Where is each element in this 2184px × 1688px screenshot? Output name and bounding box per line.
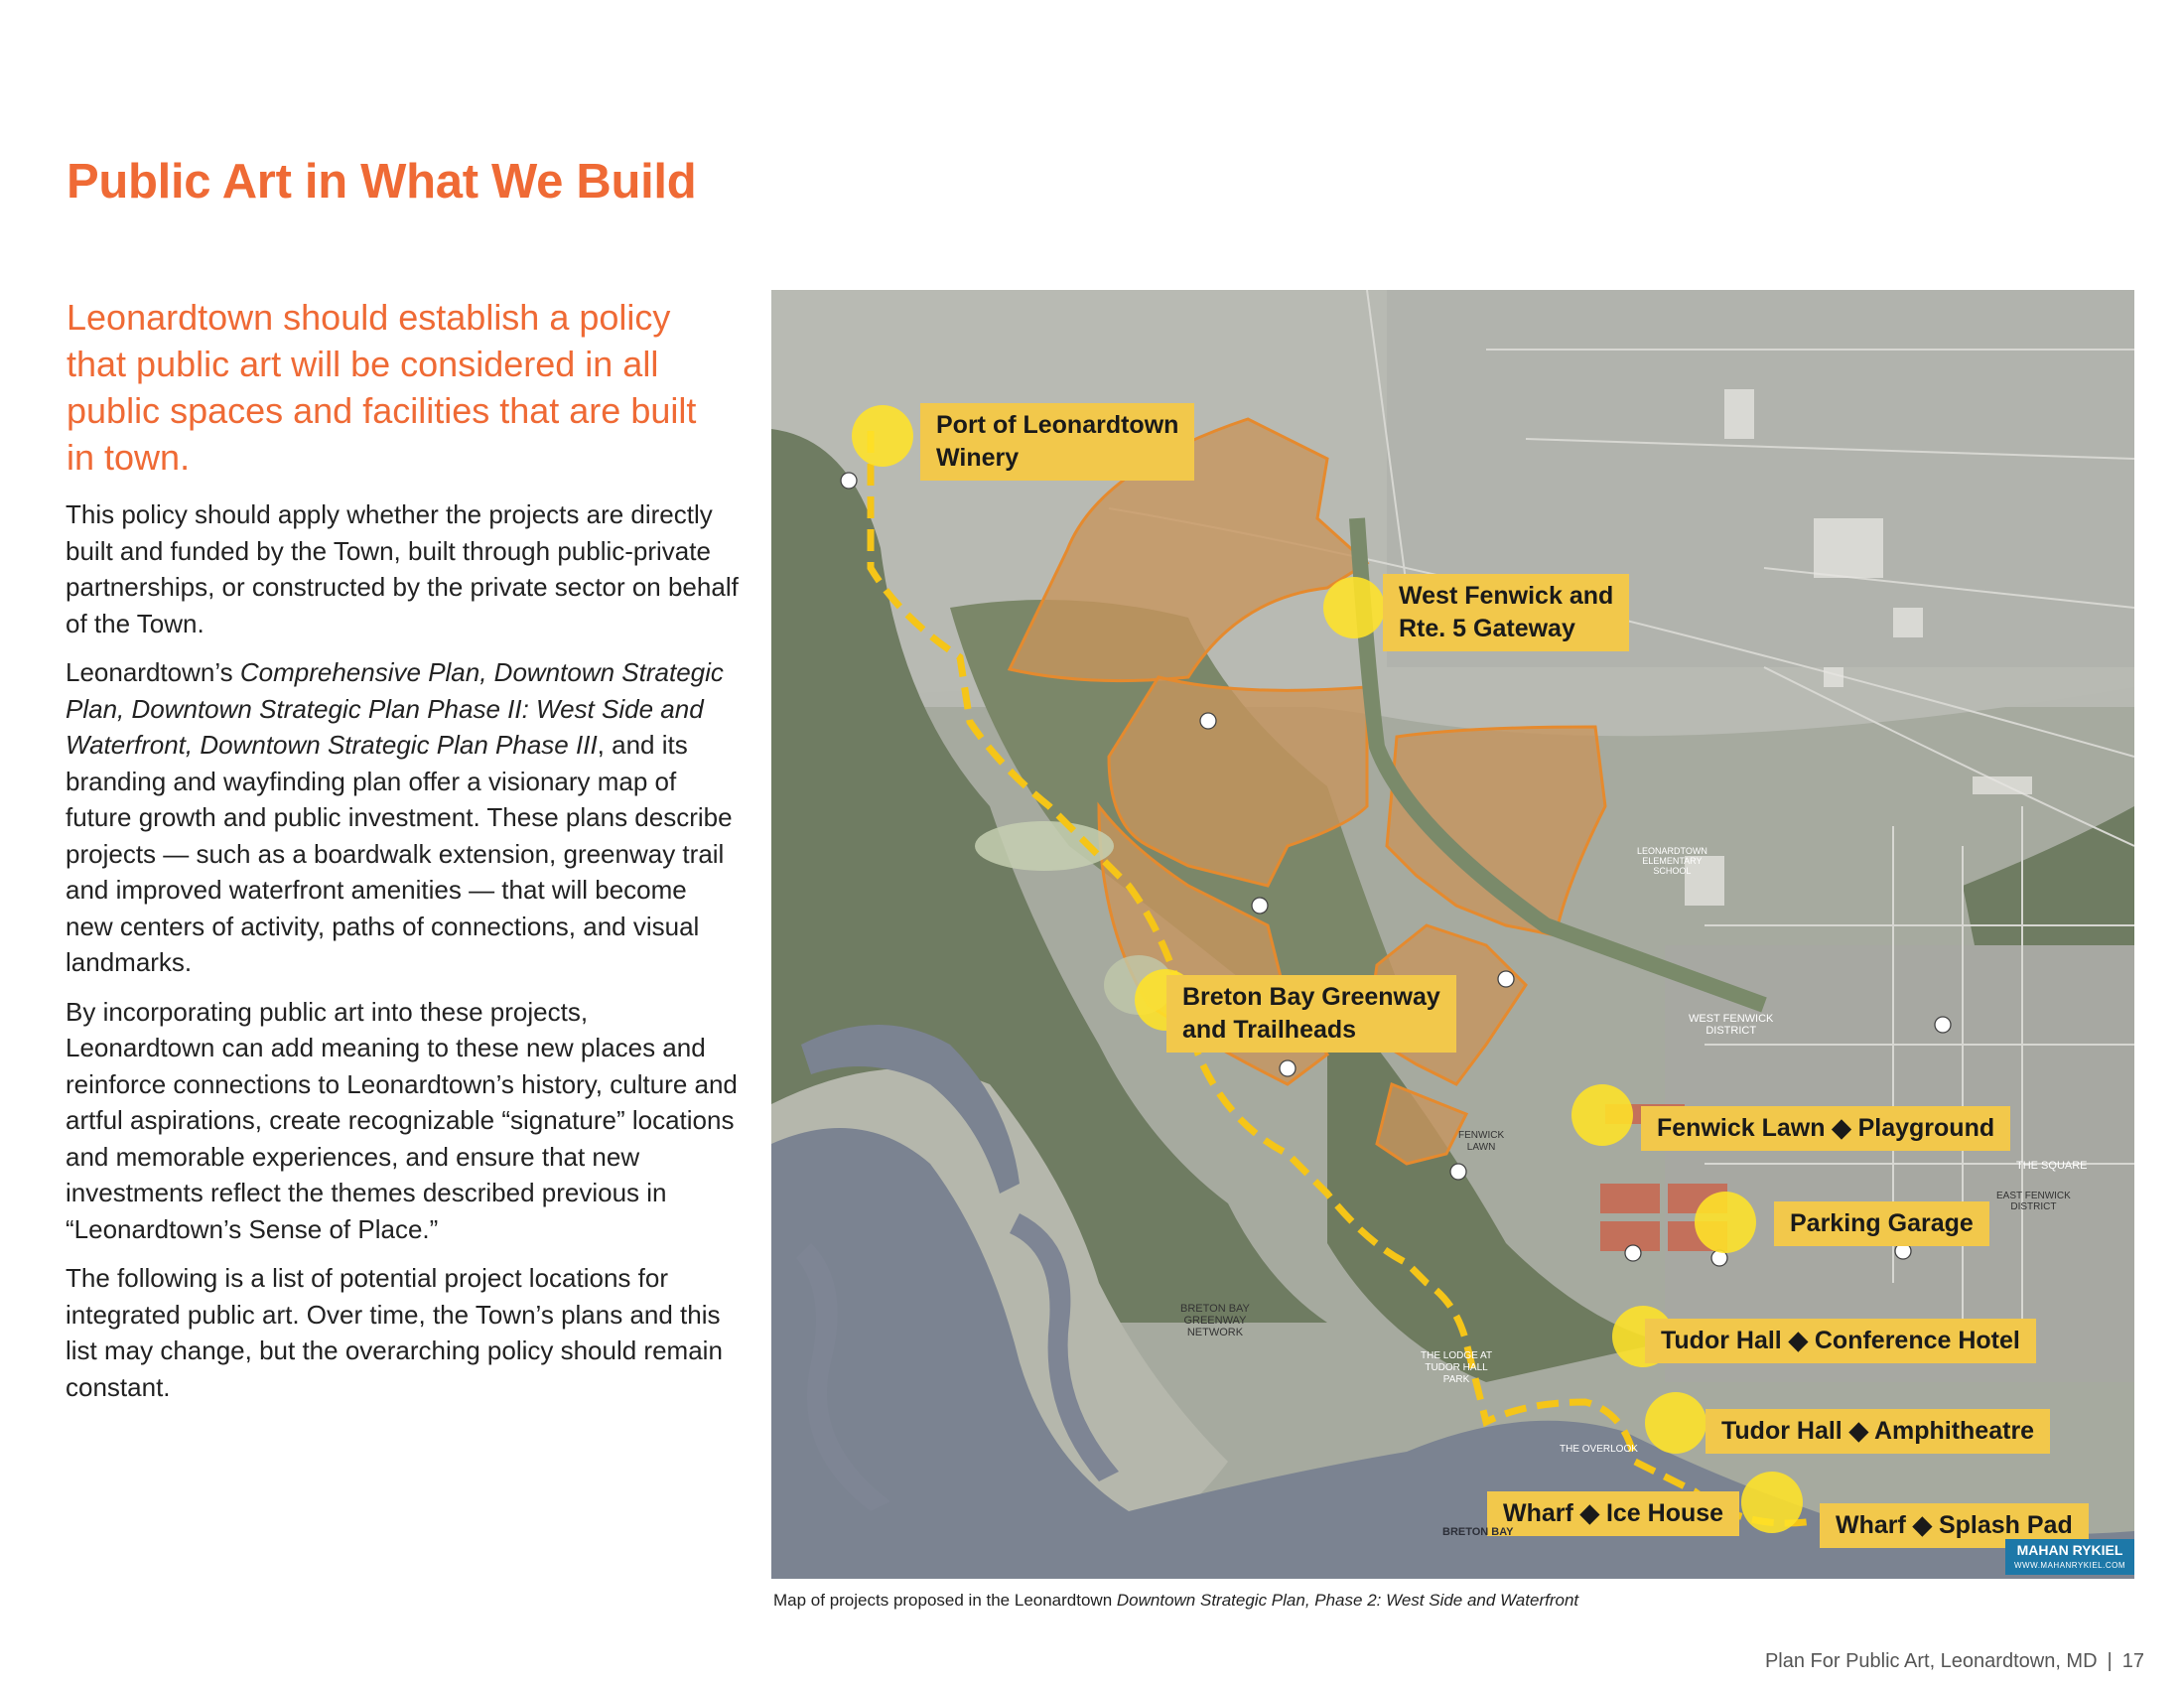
mahan-rykiel-logo — [2005, 1539, 2134, 1575]
footer-text: Plan For Public Art, Leonardtown, MD — [1764, 1650, 2098, 1672]
callout-winery-line-1: Port of Leonardtown — [936, 411, 1179, 439]
label-breton-network — [1180, 1303, 1250, 1338]
paragraph-4: The following is a list of potential project locations for integrated public art. Over time, the Town’s plans and this list may change, but the overarching policy should remain constant. — [66, 1263, 723, 1402]
callout-icehouse: Wharf ◆ Ice House — [1487, 1491, 1739, 1536]
callout-garage: Parking Garage — [1774, 1201, 1989, 1246]
garage-marker — [1695, 1192, 1756, 1253]
plan-titles: Comprehensive Plan, Downtown Strategic Plan, Downtown Strategic Plan Phase II: West Side and Waterfront, Downtown Strategic Plan Phase III — [66, 657, 724, 760]
page-footer: Plan For Public Art, Leonardtown, MD | 17 — [1764, 1650, 2144, 1672]
lead-statement: Leonardtown should establish a policy that public art will be considered in all public spaces and facilities that are built in town. — [67, 297, 697, 478]
paragraph-2-intro: Leonardtown’s — [66, 657, 240, 687]
caption-plan-title: Downtown Strategic Plan, Phase 2: West Side and Waterfront — [1116, 1591, 1579, 1610]
gateway-marker — [1323, 577, 1385, 638]
label-overlook: THE OVERLOOK — [1560, 1444, 1638, 1455]
map-caption — [773, 1591, 1578, 1611]
label-lodge-1: THE LODGE AT — [1421, 1350, 1493, 1361]
callout-greenway — [1166, 975, 1456, 1053]
fenwick-marker — [1571, 1084, 1633, 1146]
label-lodge-3: PARK — [1442, 1374, 1470, 1385]
logo-url: WWW.MAHANRYKIEL.COM — [2013, 1561, 2126, 1570]
paragraph-2 — [66, 654, 741, 981]
body-text — [66, 496, 741, 1418]
label-breton-bay: BRETON BAY — [1442, 1526, 1514, 1538]
label-school-2: ELEMENTARY — [1642, 856, 1703, 866]
splashpad-marker — [1741, 1472, 1803, 1533]
label-lodge — [1421, 1350, 1492, 1386]
label-the-square: THE SQUARE — [2016, 1160, 2088, 1172]
callout-gateway — [1383, 574, 1629, 651]
paragraph-2-rest: , and its branding and wayfinding plan offer a visionary map of future growth and public investment. These plans describe projects — such as a boardwalk extension, greenway trail and improved waterfront amenities — that will become new centers of activity, paths of connections, and visual landmarks. — [66, 730, 733, 977]
label-west-fenwick-1: WEST FENWICK — [1689, 1013, 1774, 1025]
callout-fenwick: Fenwick Lawn ◆ Playground — [1641, 1106, 2010, 1151]
label-breton-network-3: NETWORK — [1186, 1327, 1244, 1338]
logo-name: MAHAN RYKIEL — [2016, 1542, 2123, 1558]
label-east-fenwick — [1996, 1191, 2071, 1212]
callout-amphitheatre: Tudor Hall ◆ Amphitheatre — [1706, 1409, 2050, 1454]
label-school — [1637, 846, 1707, 876]
callout-greenway-line-2: and Trailheads — [1182, 1016, 1357, 1044]
amphitheatre-marker — [1645, 1392, 1706, 1454]
label-lodge-2: TUDOR HALL — [1425, 1362, 1488, 1373]
label-east-fenwick-1: EAST FENWICK — [1996, 1191, 2071, 1201]
label-fenwick-lawn-2: LAWN — [1466, 1142, 1496, 1153]
caption-text: Map of projects proposed in the Leonardtown — [773, 1591, 1117, 1610]
label-fenwick-lawn — [1458, 1130, 1504, 1154]
callout-splashpad: Wharf ◆ Splash Pad — [1820, 1503, 2089, 1548]
label-school-1: LEONARDTOWN — [1637, 846, 1707, 856]
project-map — [771, 290, 2134, 1579]
label-breton-network-2: GREENWAY — [1183, 1315, 1247, 1327]
label-west-fenwick-district — [1689, 1013, 1773, 1037]
label-breton-network-1: BRETON BAY — [1180, 1303, 1250, 1315]
page-title: Public Art in What We Build — [67, 155, 697, 209]
page-number: 17 — [2121, 1650, 2144, 1672]
paragraph-3: By incorporating public art into these projects, Leonardtown can add meaning to these new places and reinforce connections to Leonardtown’s history, culture and artful aspirations, create recognizable “signature” locations and memorable experiences, and ensure that new investments reflect the themes described previous in “Leonardtown’s Sense of Place.” — [66, 996, 738, 1244]
label-school-3: SCHOOL — [1653, 866, 1692, 876]
winery-marker — [852, 405, 913, 467]
callout-gateway-line-1: West Fenwick and — [1399, 582, 1614, 610]
label-fenwick-lawn-1: FENWICK — [1458, 1130, 1505, 1141]
label-west-fenwick-2: DISTRICT — [1706, 1025, 1757, 1037]
callout-greenway-line-1: Breton Bay Greenway — [1182, 983, 1440, 1011]
callout-gateway-line-2: Rte. 5 Gateway — [1399, 615, 1575, 642]
callout-winery — [920, 403, 1194, 481]
paragraph-1: This policy should apply whether the projects are directly built and funded by the Town, built through public-private partnerships, or constructed by the private sector on behalf of the Town. — [66, 499, 739, 638]
callout-hotel: Tudor Hall ◆ Conference Hotel — [1645, 1319, 2036, 1363]
label-east-fenwick-2: DISTRICT — [2010, 1201, 2057, 1212]
callout-winery-line-2: Winery — [936, 444, 1020, 472]
